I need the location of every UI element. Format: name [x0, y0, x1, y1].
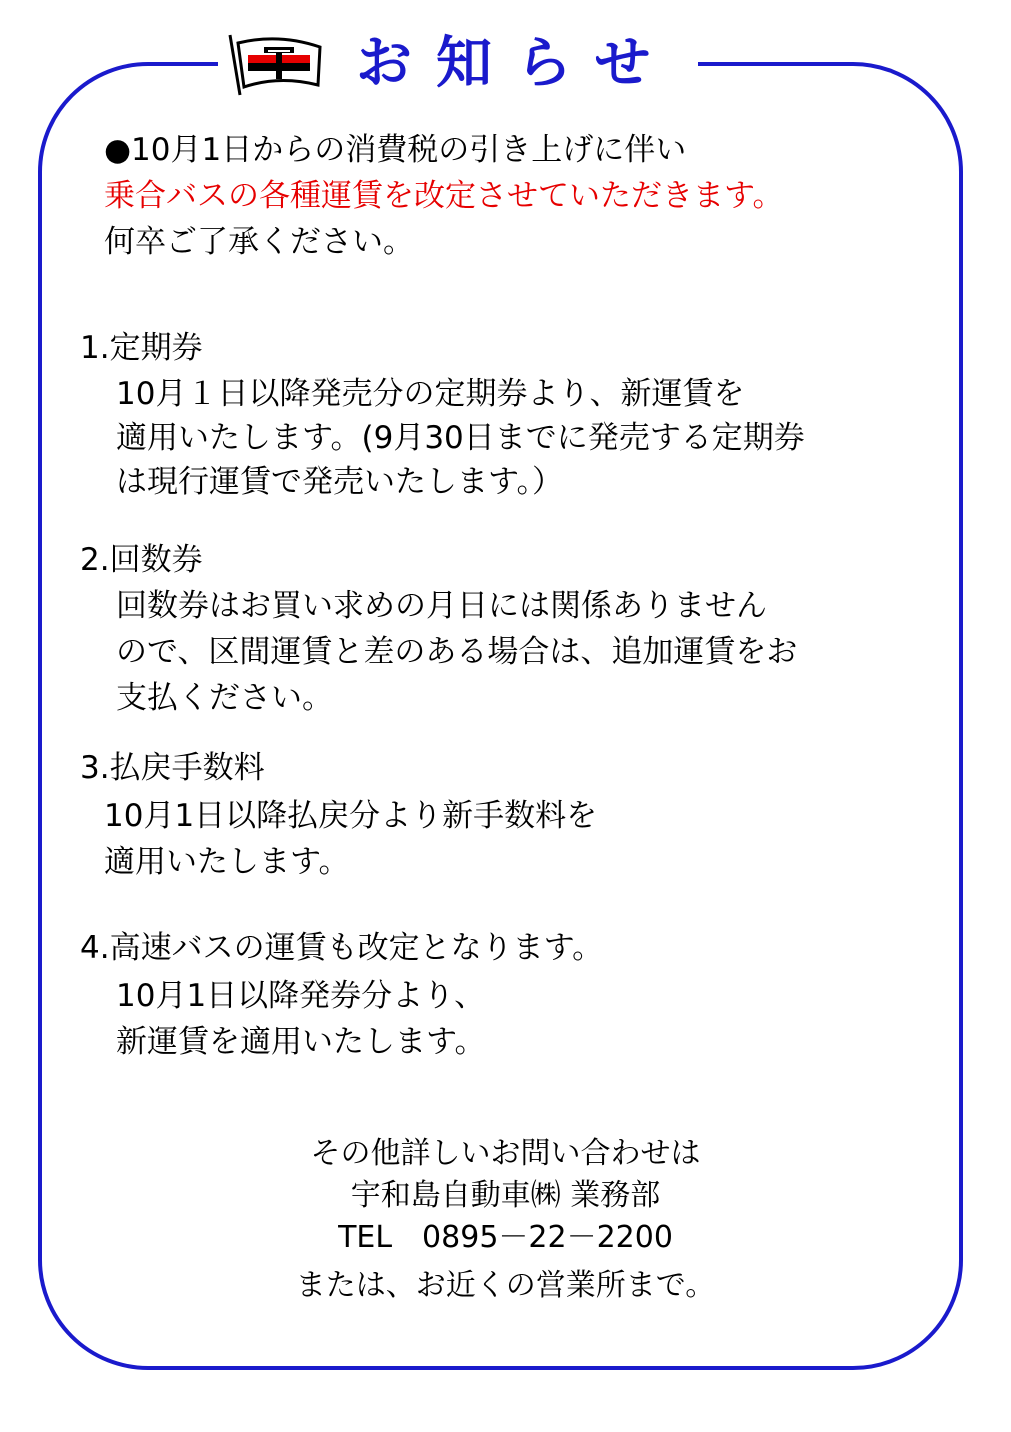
section-heading-commuter-pass: 1.定期券 [80, 330, 203, 366]
section-heading-coupon-ticket: 2.回数券 [80, 542, 203, 578]
contact-company: 宇和島自動車㈱ 業務部 [350, 1178, 661, 1213]
intro-line-1: ●10月1日からの消費税の引き上げに伴い [104, 132, 687, 168]
company-flag-logo [224, 31, 324, 97]
section-line: 適用いたします。 [104, 844, 350, 880]
section-line: ので、区間運賃と差のある場合は、追加運賃をお [116, 634, 798, 670]
intro-line-3: 何卒ご了承ください。 [104, 224, 414, 260]
section-heading-highway-bus: 4.高速バスの運賃も改定となります。 [80, 930, 604, 966]
section-line: 10月1日以降払戻分より新手数料を [104, 798, 598, 834]
section-line: 10月１日以降発売分の定期券より、新運賃を [116, 376, 745, 412]
section-line: 10月1日以降発券分より、 [116, 978, 486, 1014]
section-line: 回数券はお買い求めの月日には関係ありません [116, 588, 767, 624]
title-bar [218, 30, 698, 98]
section-line: 新運賃を適用いたします。 [116, 1024, 486, 1060]
section-line: 支払ください。 [116, 680, 333, 716]
section-heading-refund-fee: 3.払戻手数料 [80, 750, 265, 786]
section-line: は現行運賃で発売いたします。） [116, 464, 564, 500]
contact-office-note: または、お近くの営業所まで。 [295, 1268, 716, 1303]
page-title: お知らせ [356, 31, 675, 96]
contact-phone: TEL 0895－22－2200 [338, 1220, 673, 1255]
intro-line-2-highlight: 乗合バスの各種運賃を改定させていただきます。 [104, 178, 784, 214]
contact-intro: その他詳しいお問い合わせは [310, 1136, 701, 1171]
section-line: 適用いたします。(9月30日までに発売する定期券 [116, 420, 805, 456]
